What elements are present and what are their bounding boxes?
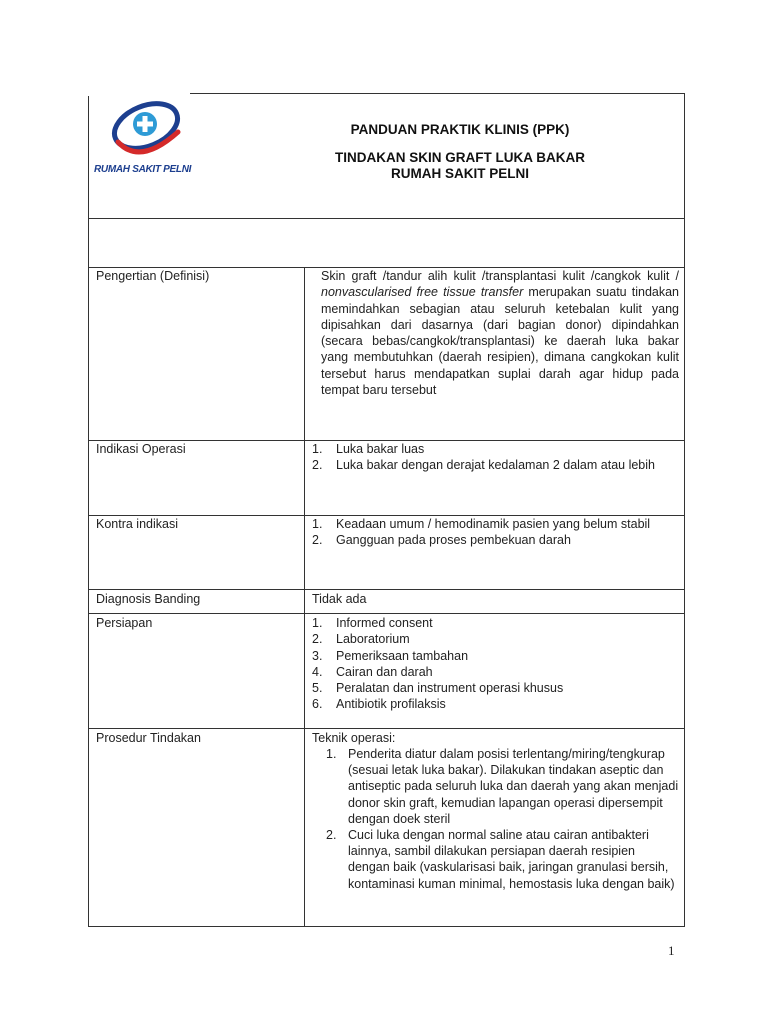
indikasi-label: Indikasi Operasi (96, 442, 186, 456)
logo-text: RUMAH SAKIT PELNI (94, 164, 192, 175)
list-item: 4. Cairan dan darah (312, 664, 433, 679)
persiapan-list (312, 615, 680, 713)
list-item: 1. Penderita diatur dalam posisi terlentang/miring/tengkurap (sesuai letak luka bakar). Dilakukan tindakan aseptic dan antiseptic pada seluruh luka dan daerah yang akan menjadi donor skin graft, kemudian lapangan operasi dipersempit dengan doek steril (326, 747, 679, 826)
list-item: 2. Gangguan pada proses pembekuan darah (312, 533, 571, 548)
hospital-title: RUMAH SAKIT PELNI (391, 166, 529, 181)
row-divider (88, 613, 685, 614)
list-item: 6. Antibiotik profilaksis (312, 697, 446, 712)
indikasi-list (312, 441, 680, 474)
pengertian-label: Pengertian (Definisi) (96, 269, 210, 283)
persiapan-label: Persiapan (96, 616, 153, 630)
list-item: 1. Luka bakar luas (312, 442, 425, 456)
list-item: 1. Keadaan umum / hemodinamik pasien yang belum stabil (312, 517, 651, 531)
diagnosis-label: Diagnosis Banding (96, 592, 201, 606)
list-item: 2. Luka bakar dengan derajat kedalaman 2 dalam atau lebih (312, 458, 655, 473)
prosedur-intro: Teknik operasi: (312, 731, 396, 745)
pengertian-text: Skin graft /tandur alih kulit /transplantasi kulit /cangkok kulit / nonvascularised free tissue transfer merupakan suatu tindakan memindahkan sebagian atau seluruh ketebalan kulit yang dipisahkan dari dasarnya (dari bagian donor) dipindahkan (secara bebas/cangkok/transplantasi) ke daerah luka bakar yang membutuhkan (daerah resipien), dimana cangkokan kulit tersebut harus mendapatkan suplai darah agar hidup pada tempat baru tersebut (321, 269, 679, 398)
header-divider (88, 218, 685, 219)
diagnosis-value: Tidak ada (312, 592, 367, 606)
kontra-label: Kontra indikasi (96, 517, 178, 531)
list-item: 5. Peralatan dan instrument operasi khusus (312, 681, 564, 696)
document-title: PANDUAN PRAKTIK KLINIS (PPK) (350, 122, 570, 137)
page-number: 1 (668, 943, 675, 958)
procedure-title: TINDAKAN SKIN GRAFT LUKA BAKAR (335, 150, 585, 165)
list-item: 3. Pemeriksaan tambahan (312, 648, 469, 663)
list-item: 2. Cuci luka dengan normal saline atau cairan antibakteri lainnya, sambil dilakukan persiapan daerah resipien dengan baik (vaskularisasi baik, jaringan granulasi bersih, kontaminasi kuman minimal, hemostasis luka dengan baik) (326, 828, 675, 891)
row-divider (88, 589, 685, 590)
list-item: 1. Informed consent (312, 616, 433, 630)
list-item: 2. Laboratorium (312, 632, 410, 647)
row-divider (88, 728, 685, 729)
prosedur-label: Prosedur Tindakan (96, 731, 201, 745)
column-divider (304, 267, 305, 927)
prosedur-list (326, 746, 680, 892)
kontra-list (312, 516, 680, 549)
